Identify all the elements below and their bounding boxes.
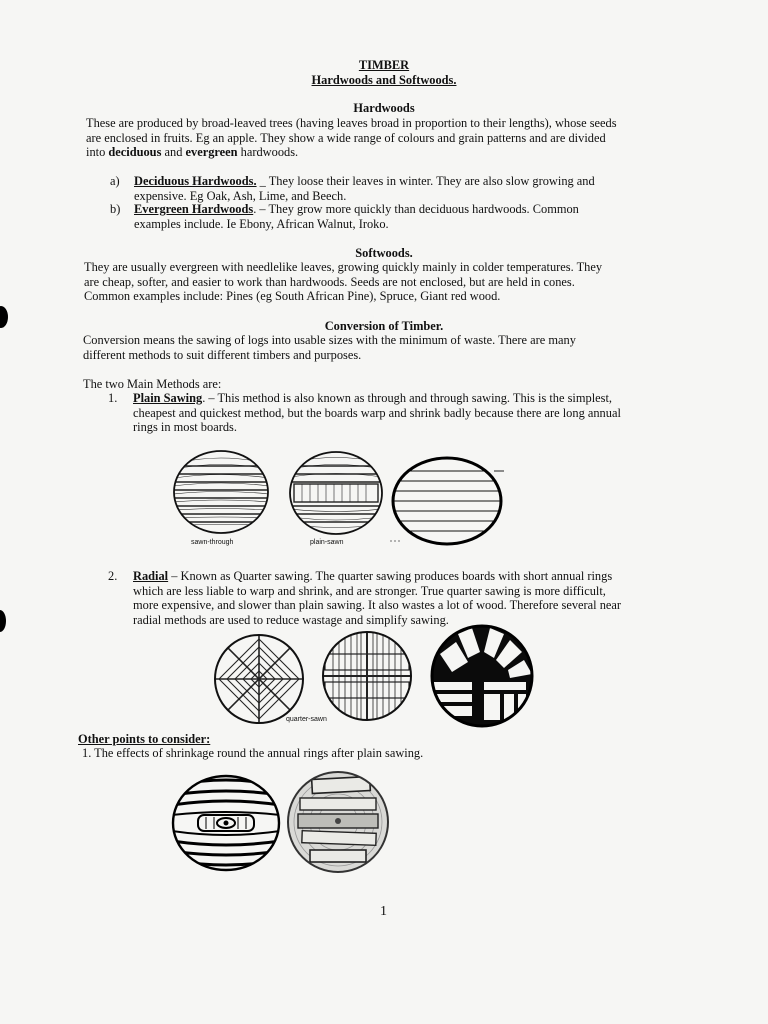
softwoods-heading: Softwoods.: [355, 246, 413, 260]
conversion-paragraph: [83, 333, 755, 362]
document-title: TIMBER: [358, 58, 410, 72]
near-radial-sawing-figure: [428, 624, 540, 728]
evergreen-word: evergreen: [185, 145, 238, 160]
deciduous-word: deciduous: [108, 145, 162, 160]
radial-text-2: which are less liable to warp and shrink, and are stronger. True quarter sawing is more difficult,: [133, 583, 606, 598]
document-subtitle: Hardwoods and Softwoods.: [311, 73, 457, 87]
conversion-line-2: different methods to suit different timbers and purposes.: [83, 347, 362, 362]
radial-text-1: – Known as Quarter sawing. The quarter sawing produces boards with short annual rings: [168, 569, 613, 583]
deciduous-item: [134, 174, 754, 203]
hardwoods-paragraph: [86, 116, 756, 160]
conversion-heading: Conversion of Timber.: [324, 319, 444, 333]
plain-sawing-outline-figure: [390, 455, 506, 547]
shrinkage-boards-figure: [286, 770, 390, 874]
hardwoods-line-2: are enclosed in fruits. Eg an apple. They show a wide range of colours and grain patterns and are divided: [86, 130, 606, 145]
evergreen-text-2: examples include. Ie Ebony, African Walnut, Iroko.: [134, 216, 389, 231]
softwoods-line-3: Common examples include: Pines (eg South African Pine), Spruce, Giant red wood.: [84, 289, 501, 304]
radial-text-4: radial methods are used to reduce wastage and simplify sawing.: [133, 612, 449, 627]
deciduous-term: Deciduous Hardwoods.: [134, 174, 257, 188]
evergreen-text-1: . – They grow more quickly than deciduous hardwoods. Common: [253, 202, 579, 216]
methods-intro: The two Main Methods are:: [83, 377, 222, 391]
plain-sawing-term: Plain Sawing: [133, 391, 203, 405]
deciduous-text-1: _ They loose their leaves in winter. They are also slow growing and: [256, 174, 595, 188]
item-marker-a: a): [110, 174, 120, 188]
method-radial: [133, 569, 758, 627]
method-1-number: 1.: [108, 391, 118, 405]
evergreen-item: [134, 202, 754, 231]
sawn-through-caption: sawn-through: [191, 539, 234, 546]
softwoods-line-2: are cheap, softer, and easier to work than hardwoods. Seeds are not enclosed, but are held in cones.: [84, 274, 575, 289]
conversion-line-1: Conversion means the sawing of logs into usable sizes with the minimum of waste. There are many: [83, 333, 576, 347]
sawn-through-log-figure: [172, 449, 270, 535]
text-fragment: and: [161, 145, 186, 160]
binder-hole-mark: [0, 610, 6, 632]
deciduous-text-2: expensive. Eg Oak, Ash, Lime, and Beech.: [134, 188, 347, 203]
plain-sawn-log-figure: [288, 450, 384, 536]
quarter-sawn-log-figure: [321, 630, 413, 722]
radial-sawing-log-figure: [213, 633, 305, 725]
hardwoods-heading: Hardwoods: [353, 101, 415, 115]
hardwoods-line-3: [86, 145, 756, 160]
plain-sawing-text-1: . – This method is also known as through and through sawing. This is the simplest,: [202, 391, 612, 405]
quarter-sawn-caption: quarter-sawn: [286, 716, 327, 723]
item-marker-b: b): [110, 202, 121, 216]
method-plain-sawing: [133, 391, 758, 435]
plain-sawn-caption: plain-sawn: [310, 539, 344, 546]
other-point-1: 1. The effects of shrinkage round the annual rings after plain sawing.: [82, 746, 424, 760]
page-number: 1: [380, 904, 387, 919]
hardwoods-line-1: These are produced by broad-leaved trees (having leaves broad in proportion to their lengths), whose seeds: [86, 116, 617, 130]
other-points-heading: Other points to consider:: [78, 732, 211, 746]
text-fragment: hardwoods.: [237, 145, 299, 160]
radial-term: Radial: [133, 569, 169, 583]
evergreen-term: Evergreen Hardwoods: [134, 202, 254, 216]
shrinkage-log-figure: [170, 773, 282, 873]
plain-sawing-text-2: cheapest and quickest method, but the boards warp and shrink badly because there are long annual: [133, 405, 621, 420]
plain-sawing-text-3: rings in most boards.: [133, 420, 237, 435]
softwoods-line-1: They are usually evergreen with needlelike leaves, growing quickly mainly in colder temperatures. They: [84, 260, 603, 274]
text-fragment: into: [86, 145, 109, 160]
radial-text-3: more expensive, and slower than plain sawing. It also wastes a lot of wood. Therefore several near: [133, 598, 622, 613]
method-2-number: 2.: [108, 569, 118, 583]
softwoods-paragraph: [84, 260, 756, 304]
